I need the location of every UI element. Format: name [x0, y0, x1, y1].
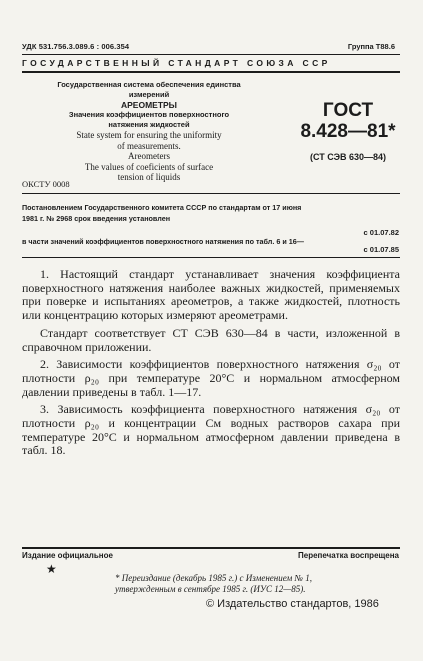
okstu-rule [22, 193, 400, 194]
partial-effect-text: в части значений коэффициентов поверхностного натяжения по табл. 6 и 16— [22, 237, 304, 246]
effective-date-1: с 01.07.82 [363, 228, 399, 237]
gost-label: ГОСТ [322, 100, 374, 121]
title-block [18, 80, 280, 183]
body-text [22, 268, 400, 462]
title-en-line: tension of liquids [117, 172, 181, 182]
body-paragraph: 3. Зависимость коэффициента поверхностного натяжения σ₂₀ от плотности ρ₂₀ и концентрации Cм водных растворов сахара при температуре 20°С и нормальном атмосферном давлении приведена в табл. 18. [22, 402, 400, 458]
okstu-code: ОКСТУ 0008 [22, 179, 70, 189]
st-sev-reference: (СТ СЭВ 630—84) [309, 152, 387, 162]
gost-number: 8.428—81* [300, 121, 396, 142]
effective-date-2: с 01.07.85 [363, 245, 399, 254]
title-ru-line: Государственная система обеспечения единства [57, 80, 241, 89]
title-en-line: of measurements. [117, 140, 181, 151]
state-standard-heading: ГОСУДАРСТВЕННЫЙ СТАНДАРТ СОЮЗА ССР [22, 58, 331, 68]
body-paragraph: 2. Зависимости коэффициентов поверхностного натяжения σ₂₀ от плотности ρ₂₀ при температуре 20°С и нормальном атмосферном давлении приведены в табл. 1—17. [22, 357, 400, 399]
group-code: Группа Т88.6 [347, 42, 395, 51]
resolution-line: Постановлением Государственного комитета СССР по стандартам от 17 июня [22, 203, 302, 212]
top-rule-thin [22, 54, 400, 55]
title-en-line: State system for ensuring the uniformity [76, 130, 222, 140]
reissue-line: утвержденным в сентябре 1985 г. (ИУС 12—85). [115, 584, 306, 594]
reissue-line: * Переиздание (декабрь 1985 г.) с Изменением № 1, [115, 573, 312, 583]
title-ru-line: натяжения жидкостей [108, 120, 190, 129]
copyright-notice: © Издательство стандартов, 1986 [206, 598, 379, 610]
udc-code: УДК 531.756.3.089.6 : 006.354 [22, 42, 130, 51]
title-ru-caps: АРЕОМЕТРЫ [120, 100, 178, 110]
title-ru-line: измерений [128, 90, 170, 99]
official-edition-label: Издание официальное [22, 551, 113, 560]
footer-rule [22, 547, 400, 549]
body-paragraph: Стандарт соответствует СТ СЭВ 630—84 в части, изложенной в справочном приложении. [22, 325, 400, 354]
top-rule-thick [22, 71, 400, 73]
body-paragraph: 1. Настоящий стандарт устанавливает значения коэффициента поверхностного натяжения наиболее важных жидкостей, применяемых при поверке и испытаниях ареометров, а также жидкостей, плотность или концентрацию которых измеряют ареометрами. [22, 267, 400, 323]
resolution-rule [22, 257, 400, 258]
reissue-note [115, 573, 405, 595]
resolution-line: 1981 г. № 2968 срок введения установлен [22, 213, 171, 223]
reprint-prohibited-label: Перепечатка воспрещена [298, 551, 399, 560]
resolution-text [22, 203, 400, 224]
star-icon: ★ [46, 562, 57, 576]
title-en-line: Areometers [128, 151, 170, 161]
title-en-line: The values of coeficients of surface [84, 161, 214, 172]
title-ru-line: Значения коэффициентов поверхностного [68, 110, 230, 119]
